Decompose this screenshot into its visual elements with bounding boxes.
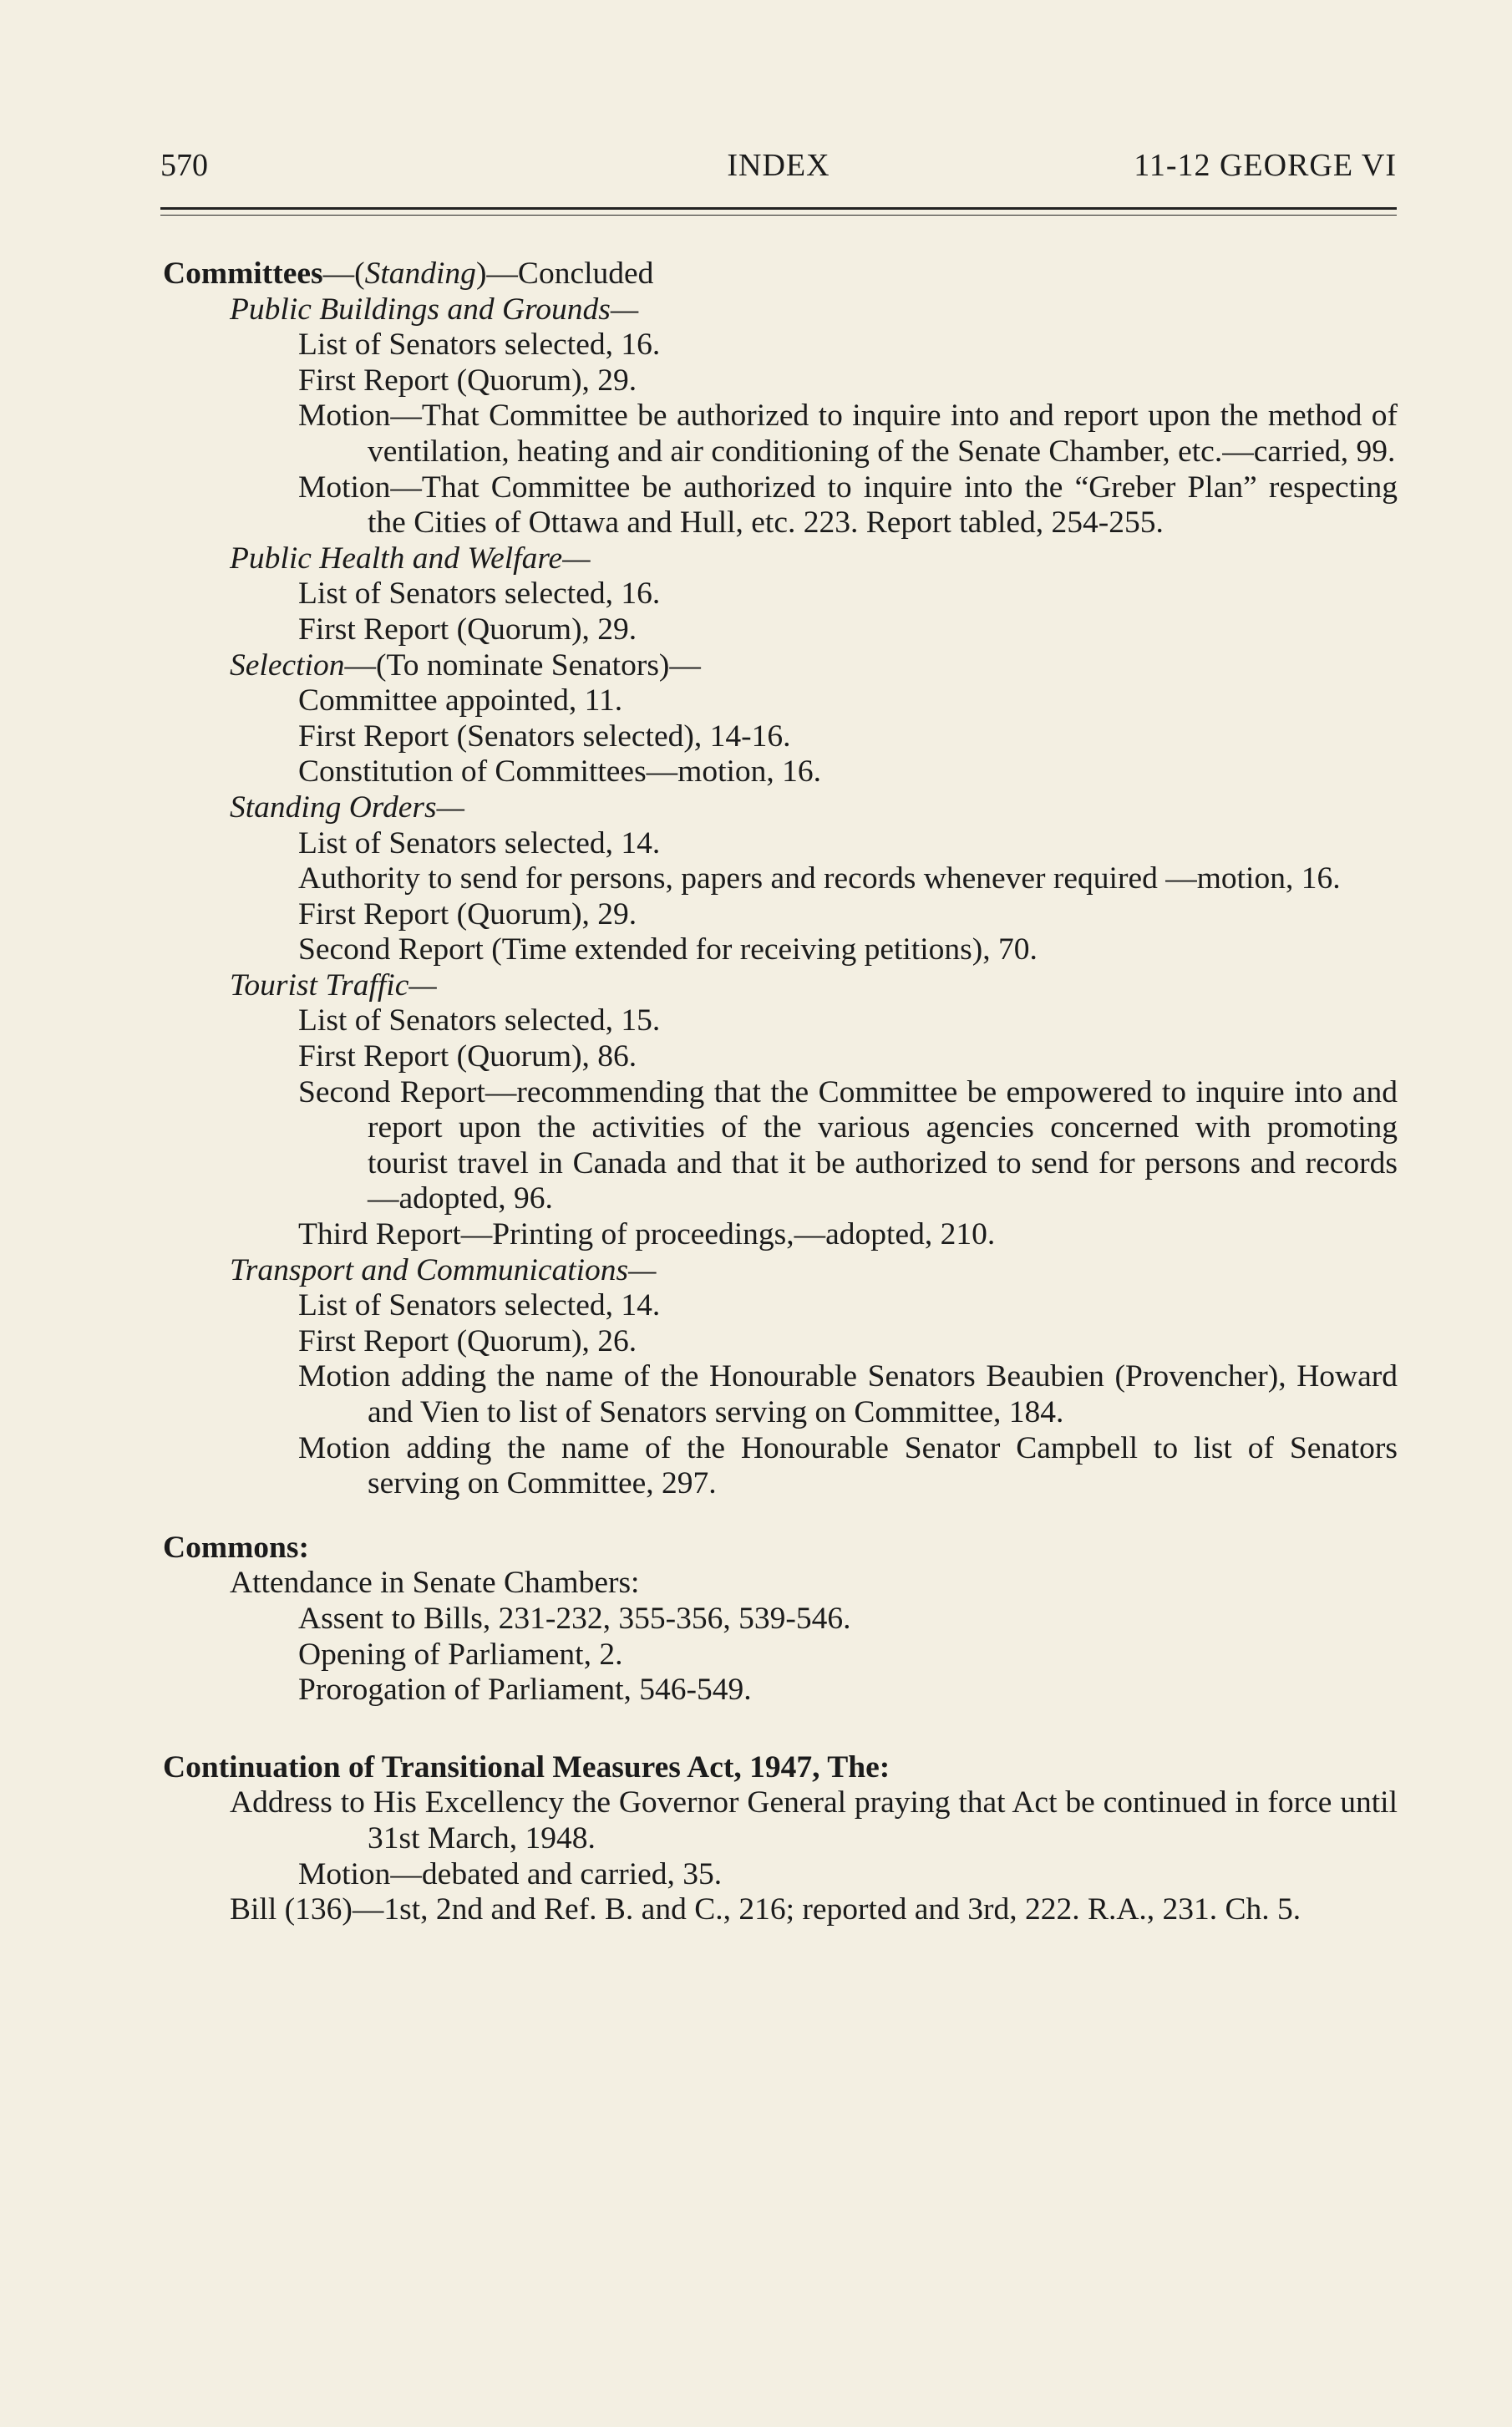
subheading-public-buildings: Public Buildings and Grounds—	[230, 292, 639, 327]
entry-line: Motion—That Committee be authorized to inquire into and report upon the method of ventilation, heating and air conditioning of the Senate Chamber, etc.—carried, 99.	[298, 399, 1398, 469]
spacer	[163, 1502, 1398, 1531]
spacer	[163, 1709, 1398, 1750]
entry-line: Attendance in Senate Chambers:	[230, 1566, 640, 1601]
page-header	[160, 147, 1397, 197]
entry-line: First Report (Quorum), 86.	[298, 1039, 637, 1074]
entry-line: Second Report—recommending that the Committee be empowered to inquire into and report upon the activities of the various agencies concerned with promoting tourist travel in Canada and that it be authorized to send for persons and records—adopted, 96.	[298, 1074, 1398, 1216]
entry-line: Motion adding the name of the Honourable Senator Campbell to list of Senators serving on Committee, 297.	[298, 1430, 1398, 1501]
heading-bold: Commons:	[163, 1530, 309, 1565]
entry-heading-continuation-act	[163, 1750, 1398, 1786]
entry-line: List of Senators selected, 16.	[298, 576, 661, 612]
subheading-transport: Transport and Communications—	[230, 1252, 657, 1287]
entry-line: Constitution of Committees—motion, 16.	[298, 754, 822, 790]
entry-line: Third Report—Printing of proceedings,—adopted, 210.	[298, 1217, 996, 1252]
running-volume: 11-12 GEORGE VI	[1134, 148, 1397, 183]
entry-line: Motion—That Committee be authorized to inquire into the “Greber Plan” respecting the Cities of Ottawa and Hull, etc. 223. Report tabled, 254-255.	[298, 470, 1398, 541]
heading-bold: Continuation of Transitional Measures Act, 1947, The:	[163, 1749, 890, 1785]
entry-line: List of Senators selected, 15.	[298, 1003, 661, 1038]
entry-line: First Report (Quorum), 29.	[298, 612, 637, 647]
entry-heading-commons	[163, 1531, 1398, 1566]
entry-line: Motion adding the name of the Honourable Senators Beaubien (Provencher), Howard and Vien to list of Senators serving on Committee, 184.	[298, 1359, 1398, 1429]
subheading-selection	[163, 648, 1398, 684]
subheading-rest: —(To nominate Senators)—	[344, 647, 701, 683]
heading-dash: —(	[322, 256, 365, 291]
index-body	[163, 256, 1398, 1928]
subheading-italic: Selection	[230, 647, 345, 683]
header-rule-thick	[160, 207, 1397, 210]
heading-rest: )—Concluded	[475, 256, 654, 291]
subheading-standing-orders: Standing Orders—	[230, 790, 464, 825]
entry-line: List of Senators selected, 16.	[298, 327, 661, 363]
header-rule-thin	[160, 215, 1397, 216]
entry-line: First Report (Quorum), 29.	[298, 896, 637, 932]
entry-line: Assent to Bills, 231-232, 355-356, 539-546.	[298, 1601, 851, 1636]
entry-line: Second Report (Time extended for receiving petitions), 70.	[298, 932, 1038, 967]
entry-line: First Report (Quorum), 29.	[298, 363, 637, 398]
entry-line: Committee appointed, 11.	[298, 683, 623, 718]
entry-line: First Report (Quorum), 26.	[298, 1323, 637, 1358]
running-title: INDEX	[727, 148, 830, 183]
entry-line: Opening of Parliament, 2.	[298, 1637, 623, 1672]
entry-heading-committees	[163, 256, 1398, 292]
entry-line: Authority to send for persons, papers and records whenever required —motion, 16.	[298, 861, 1341, 896]
entry-line: Motion—debated and carried, 35.	[298, 1856, 723, 1891]
heading-bold: Committees	[163, 256, 323, 291]
page-number: 570	[160, 148, 208, 183]
entry-line: Prorogation of Parliament, 546-549.	[298, 1673, 752, 1708]
entry-line: List of Senators selected, 14.	[298, 1288, 661, 1323]
subheading-tourist-traffic: Tourist Traffic—	[230, 967, 437, 1003]
entry-line: Address to His Excellency the Governor General praying that Act be continued in force until 31st March, 1948.	[230, 1785, 1398, 1856]
subheading-public-health: Public Health and Welfare—	[230, 541, 591, 576]
heading-italic: Standing	[364, 256, 476, 291]
entry-line: List of Senators selected, 14.	[298, 825, 661, 861]
entry-line: Bill (136)—1st, 2nd and Ref. B. and C., 216; reported and 3rd, 222. R.A., 231. Ch. 5.	[230, 1892, 1301, 1927]
entry-line: First Report (Senators selected), 14-16.	[298, 718, 791, 754]
